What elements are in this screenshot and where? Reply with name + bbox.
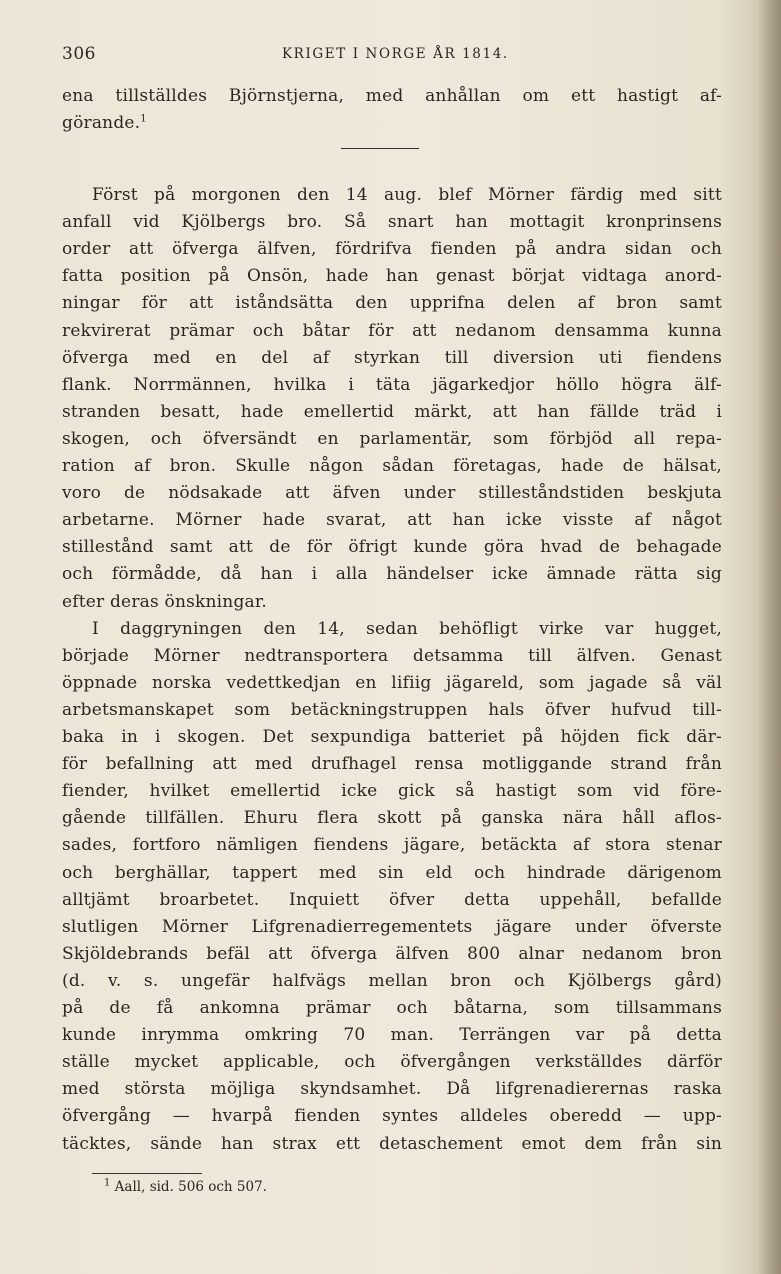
footnote-text: Aall, sid. 506 och 507.	[114, 1179, 267, 1195]
text-line: och berghällar, tappert med sin eld och hindrade därigenom	[62, 863, 722, 883]
running-head: KRIGET I NORGE ÅR 1814.	[282, 46, 509, 62]
text-line: gående tillfällen. Ehuru flera skott på ganska nära håll aflos-	[62, 808, 722, 828]
text-fragment: görande.	[62, 113, 141, 133]
text-line: och förmådde, då han i alla händelser icke ämnade rätta sig	[62, 564, 722, 584]
text-line: Först på morgonen den 14 aug. blef Mörner färdig med sitt	[92, 185, 722, 205]
text-line: öfvergång — hvarpå fienden syntes alldeles oberedd — upp-	[62, 1106, 722, 1126]
text-line: stillestånd samt att de för öfrigt kunde göra hvad de behagade	[62, 537, 722, 557]
text-line: på de få ankomna prämar och båtarna, som tillsammans	[62, 998, 722, 1018]
text-line: ration af bron. Skulle någon sådan företagas, hade de hälsat,	[62, 456, 722, 476]
text-line: ställe mycket applicable, och öfvergången verkställdes därför	[62, 1052, 722, 1072]
text-line: flank. Norrmännen, hvilka i täta jägarkedjor höllo högra älf-	[62, 375, 722, 395]
text-line: I daggryningen den 14, sedan behöfligt virke var hugget,	[92, 619, 722, 639]
text-line: började Mörner nedtransportera detsamma till älfven. Genast	[62, 646, 722, 666]
text-line: slutligen Mörner Lifgrenadierregementets jägare under öfverste	[62, 917, 722, 937]
text-line: med största möjliga skyndsamhet. Då lifgrenadierernas raska	[62, 1079, 722, 1099]
footnote-marker: 1	[104, 1177, 111, 1189]
text-line: skogen, och öfversändt en parlamentär, som förbjöd all repa-	[62, 429, 722, 449]
footnote-divider	[92, 1173, 202, 1174]
text-line: fatta position på Onsön, hade han genast börjat vidtaga anord-	[62, 266, 722, 286]
text-line: (d. v. s. ungefär halfvägs mellan bron och Kjölbergs gård)	[62, 971, 722, 991]
text-line: kunde inrymma omkring 70 man. Terrängen var på detta	[62, 1025, 722, 1045]
page-number: 306	[62, 44, 96, 64]
text-line: stranden besatt, hade emellertid märkt, att han fällde träd i	[62, 402, 722, 422]
text-line: öppnade norska vedettkedjan en lifiig jägareld, som jagade så väl	[62, 673, 722, 693]
text-line: anfall vid Kjölbergs bro. Så snart han mottagit kronprinsens	[62, 212, 722, 232]
text-line	[62, 110, 722, 137]
text-line: efter deras önskningar.	[62, 592, 267, 612]
text-line: order att öfverga älfven, fördrifva fienden på andra sidan och	[62, 239, 722, 259]
text-line: voro de nödsakade att äfven under stilleståndstiden beskjuta	[62, 483, 722, 503]
footnote	[104, 1176, 267, 1198]
text-line: öfverga med en del af styrkan till diversion uti fiendens	[62, 348, 722, 368]
text-line: täcktes, sände han strax ett detaschement emot dem från sin	[62, 1134, 722, 1154]
footnote-reference: 1	[140, 113, 147, 125]
page-header	[62, 44, 722, 64]
text-line: alltjämt broarbetet. Inquiett öfver detta uppehåll, befallde	[62, 890, 722, 910]
section-divider	[341, 148, 419, 149]
text-line: rekvirerat prämar och båtar för att nedanom densamma kunna	[62, 321, 722, 341]
text-line: ningar för att iståndsätta den upprifna delen af bron samt	[62, 293, 722, 313]
text-line: baka in i skogen. Det sexpundiga batteriet på höjden fick där-	[62, 727, 722, 747]
text-line: arbetsmanskapet som betäckningstruppen hals öfver hufvud till-	[62, 700, 722, 720]
text-line: fiender, hvilket emellertid icke gick så hastigt som vid före-	[62, 781, 722, 801]
text-line: ena tillställdes Björnstjerna, med anhållan om ett hastigt af-	[62, 86, 722, 106]
text-line: sades, fortforo nämligen fiendens jägare, betäckta af stora stenar	[62, 835, 722, 855]
page-edge-shadow	[759, 0, 781, 1274]
text-line: för befallning att med drufhagel rensa motliggande strand från	[62, 754, 722, 774]
text-line: Skjöldebrands befäl att öfverga älfven 800 alnar nedanom bron	[62, 944, 722, 964]
text-line: arbetarne. Mörner hade svarat, att han icke visste af något	[62, 510, 722, 530]
